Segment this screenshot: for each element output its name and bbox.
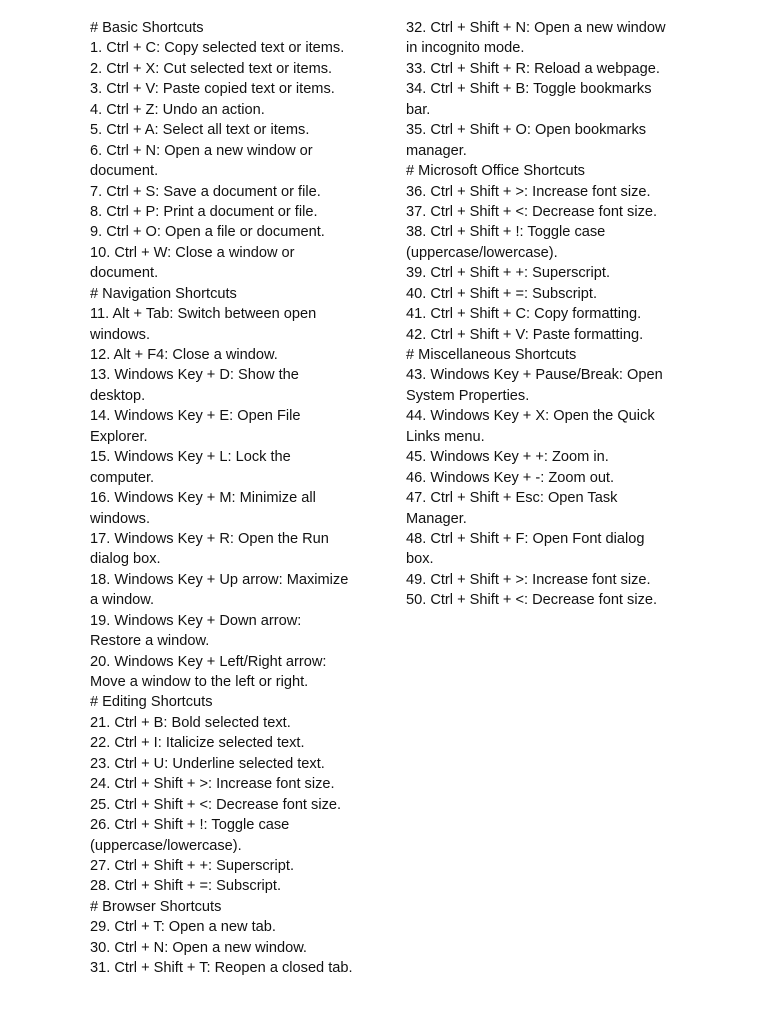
text-line: 33. Ctrl + Shift + R: Reload a webpage. [406, 60, 660, 77]
text-line: 42. Ctrl + Shift + V: Paste formatting. [406, 326, 644, 343]
left-column [90, 18, 380, 979]
text-line: 32. Ctrl + Shift + N: Open a new window [406, 20, 666, 36]
text-line: 45. Windows Key + +: Zoom in. [406, 449, 609, 466]
text-line: box. [406, 551, 434, 568]
text-line: 39. Ctrl + Shift + +: Superscript. [406, 265, 610, 282]
text-line: 29. Ctrl + T: Open a new tab. [90, 919, 276, 936]
text-line: 47. Ctrl + Shift + Esc: Open Task [406, 490, 618, 507]
text-line: 22. Ctrl + I: Italicize selected text. [90, 735, 305, 752]
text-line: Links menu. [406, 428, 485, 445]
text-line: 36. Ctrl + Shift + >: Increase font size. [406, 183, 651, 200]
text-line: 20. Windows Key + Left/Right arrow: [90, 653, 327, 670]
text-line: 12. Alt + F4: Close a window. [90, 347, 278, 363]
heading-browser-shortcuts: # Browser Shortcuts [90, 898, 222, 915]
text-line: 5. Ctrl + A: Select all text or items. [90, 122, 310, 139]
text-line: 28. Ctrl + Shift + =: Subscript. [90, 878, 282, 895]
text-line: windows. [90, 510, 151, 527]
text-line: 16. Windows Key + M: Minimize all [90, 490, 316, 507]
text-line: computer. [90, 469, 155, 486]
text-line: Manager. [406, 510, 467, 527]
text-line: manager. [406, 142, 467, 159]
text-line: 17. Windows Key + R: Open the Run [90, 530, 329, 547]
text-line: 38. Ctrl + Shift + !: Toggle case [406, 224, 606, 241]
text-line: dialog box. [90, 551, 161, 568]
text-line: 15. Windows Key + L: Lock the [90, 449, 291, 466]
text-line: 27. Ctrl + Shift + +: Superscript. [90, 857, 294, 874]
text-line: a window. [90, 592, 155, 609]
text-line: 4. Ctrl + Z: Undo an action. [90, 101, 265, 118]
text-line: 43. Windows Key + Pause/Break: Open [406, 367, 663, 384]
text-line: 34. Ctrl + Shift + B: Toggle bookmarks [406, 81, 652, 98]
text-line: document. [90, 163, 159, 180]
text-line: 9. Ctrl + O: Open a file or document. [90, 224, 325, 241]
text-line: 2. Ctrl + X: Cut selected text or items. [90, 60, 333, 77]
text-line: 18. Windows Key + Up arrow: Maximize [90, 571, 349, 588]
text-line: 13. Windows Key + D: Show the [90, 367, 299, 384]
text-line: windows. [90, 326, 151, 343]
text-line: 23. Ctrl + U: Underline selected text. [90, 755, 325, 772]
text-line: 21. Ctrl + B: Bold selected text. [90, 714, 291, 731]
text-line: 30. Ctrl + N: Open a new window. [90, 939, 307, 956]
heading-basic-shortcuts: # Basic Shortcuts [90, 20, 204, 36]
text-line: 50. Ctrl + Shift + <: Decrease font size. [406, 592, 658, 609]
text-line: 24. Ctrl + Shift + >: Increase font size. [90, 776, 335, 793]
text-line: (uppercase/lowercase). [406, 244, 558, 261]
text-line: Move a window to the left or right. [90, 674, 309, 690]
text-line: 25. Ctrl + Shift + <: Decrease font size. [90, 796, 342, 813]
text-line: 40. Ctrl + Shift + =: Subscript. [406, 285, 598, 302]
text-line: bar. [406, 101, 431, 118]
text-line: Restore a window. [90, 633, 210, 650]
text-line: (uppercase/lowercase). [90, 837, 242, 854]
text-line: System Properties. [406, 387, 530, 404]
text-line: 46. Windows Key + -: Zoom out. [406, 469, 615, 486]
text-line: in incognito mode. [406, 40, 525, 57]
text-line: 1. Ctrl + C: Copy selected text or items. [90, 40, 345, 57]
text-line: 44. Windows Key + X: Open the Quick [406, 408, 655, 425]
heading-miscellaneous-shortcuts: # Miscellaneous Shortcuts [406, 347, 577, 363]
text-line: 37. Ctrl + Shift + <: Decrease font size. [406, 203, 658, 220]
text-line: 10. Ctrl + W: Close a window or [90, 244, 295, 261]
text-line: 19. Windows Key + Down arrow: [90, 612, 302, 629]
text-line: 35. Ctrl + Shift + O: Open bookmarks [406, 122, 647, 139]
text-line: 41. Ctrl + Shift + C: Copy formatting. [406, 306, 642, 323]
heading-editing-shortcuts: # Editing Shortcuts [90, 694, 213, 711]
text-line: Explorer. [90, 428, 148, 445]
text-line: 3. Ctrl + V: Paste copied text or items. [90, 81, 335, 98]
text-line: 48. Ctrl + Shift + F: Open Font dialog [406, 530, 645, 547]
text-line: 31. Ctrl + Shift + T: Reopen a closed tab. [90, 960, 353, 977]
heading-navigation-shortcuts: # Navigation Shortcuts [90, 285, 237, 302]
text-line: 26. Ctrl + Shift + !: Toggle case [90, 817, 290, 834]
text-line: 6. Ctrl + N: Open a new window or [90, 142, 313, 159]
text-line: 8. Ctrl + P: Print a document or file. [90, 203, 318, 220]
text-line: 7. Ctrl + S: Save a document or file. [90, 183, 321, 200]
text-line: 14. Windows Key + E: Open File [90, 408, 301, 425]
text-line: 11. Alt + Tab: Switch between open [90, 306, 317, 323]
text-line: 49. Ctrl + Shift + >: Increase font size. [406, 571, 651, 588]
text-line: document. [90, 265, 159, 282]
heading-microsoft-office-shortcuts: # Microsoft Office Shortcuts [406, 163, 585, 180]
text-line: desktop. [90, 387, 146, 404]
right-column [406, 18, 696, 611]
